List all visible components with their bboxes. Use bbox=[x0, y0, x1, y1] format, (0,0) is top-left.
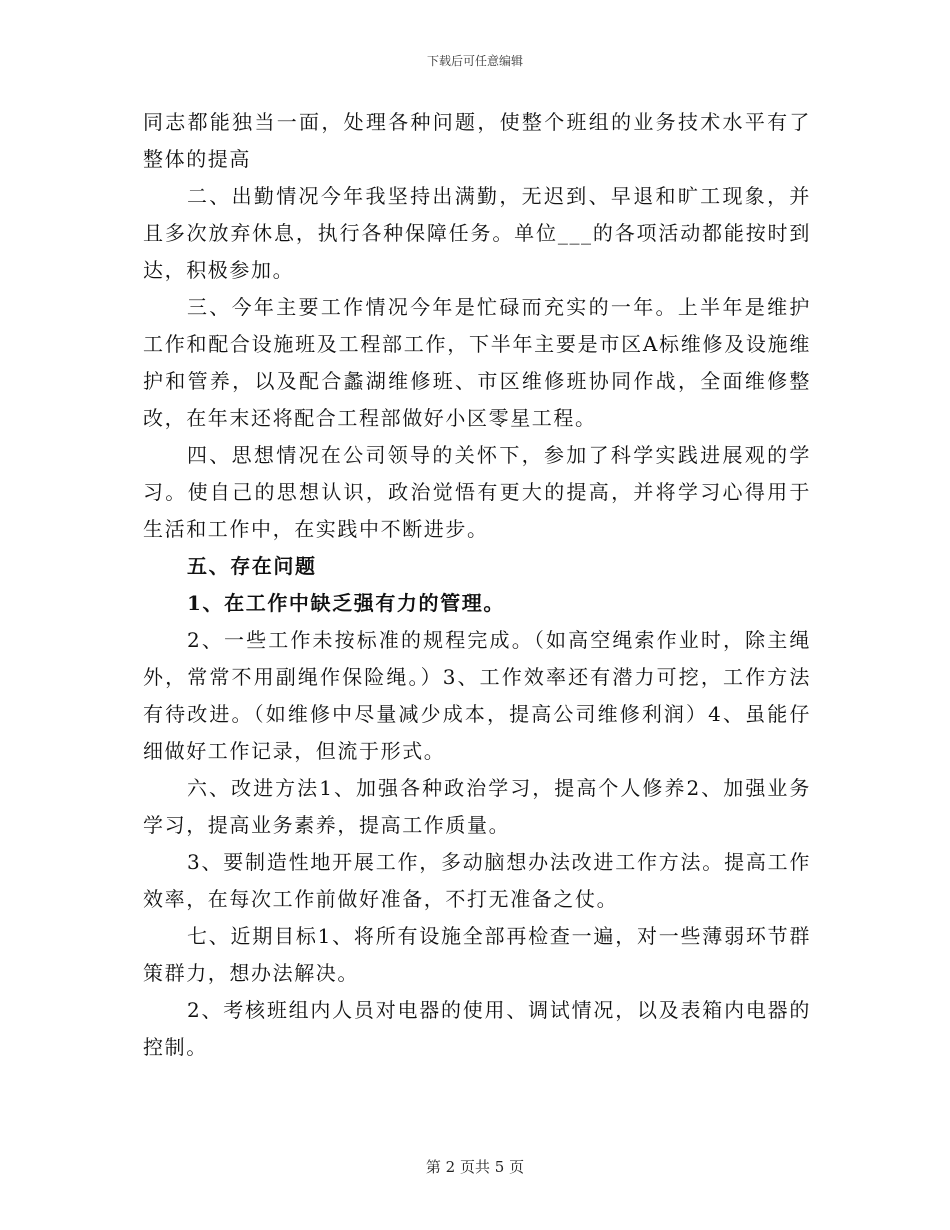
paragraph-improvements: 六、改进方法1、加强各种政治学习，提高个人修养2、加强业务学习，提高业务素养，提高工作质量。 bbox=[143, 776, 811, 837]
page-number: 第 2 页共 5 页 bbox=[425, 1158, 525, 1176]
paragraph-thoughts: 四、思想情况在公司领导的关怀下，参加了科学实践进展观的学习。使自己的思想认识，政治觉悟有更大的提高，并将学习心得用于生活和工作中，在实践中不断进步。 bbox=[143, 443, 811, 541]
problem-item-1: 1、在工作中缺乏强有力的管理。 bbox=[187, 591, 505, 615]
document-body bbox=[143, 104, 811, 1066]
problem-items-2-4: 2、一些工作未按标准的规程完成。（如高空绳索作业时，除主绳外，常常不用副绳作保险绳。）3、工作效率还有潜力可挖，工作方法有待改进。（如维修中尽量减少成本，提高公司维修利润）4、虽能仔细做好工作记录，但流于形式。 bbox=[143, 628, 811, 763]
goal-item-2: 2、考核班组内人员对电器的使用、调试情况，以及表箱内电器的控制。 bbox=[143, 998, 811, 1059]
improvement-item-3: 3、要制造性地开展工作，多动脑想办法改进工作方法。提高工作效率，在每次工作前做好准备，不打无准备之仗。 bbox=[143, 850, 811, 911]
section-heading-problems: 五、存在问题 bbox=[187, 554, 317, 578]
page-header: 下载后可任意编辑 bbox=[426, 54, 523, 68]
paragraph-goals: 七、近期目标1、将所有设施全部再检查一遍，对一些薄弱环节群策群力，想办法解决。 bbox=[143, 924, 811, 985]
paragraph-attendance: 二、出勤情况今年我坚持出满勤，无迟到、早退和旷工现象，并且多次放弃休息，执行各种保障任务。单位___的各项活动都能按时到达，积极参加。 bbox=[143, 184, 811, 282]
paragraph-continuation: 同志都能独当一面，处理各种问题，使整个班组的业务技术水平有了整体的提高 bbox=[143, 110, 811, 171]
paragraph-main-work: 三、今年主要工作情况今年是忙碌而充实的一年。上半年是维护工作和配合设施班及工程部工作，下半年主要是市区A标维修及设施维护和管养，以及配合蠡湖维修班、市区维修班协同作战，全面维修整改，在年末还将配合工程部做好小区零星工程。 bbox=[143, 295, 811, 430]
